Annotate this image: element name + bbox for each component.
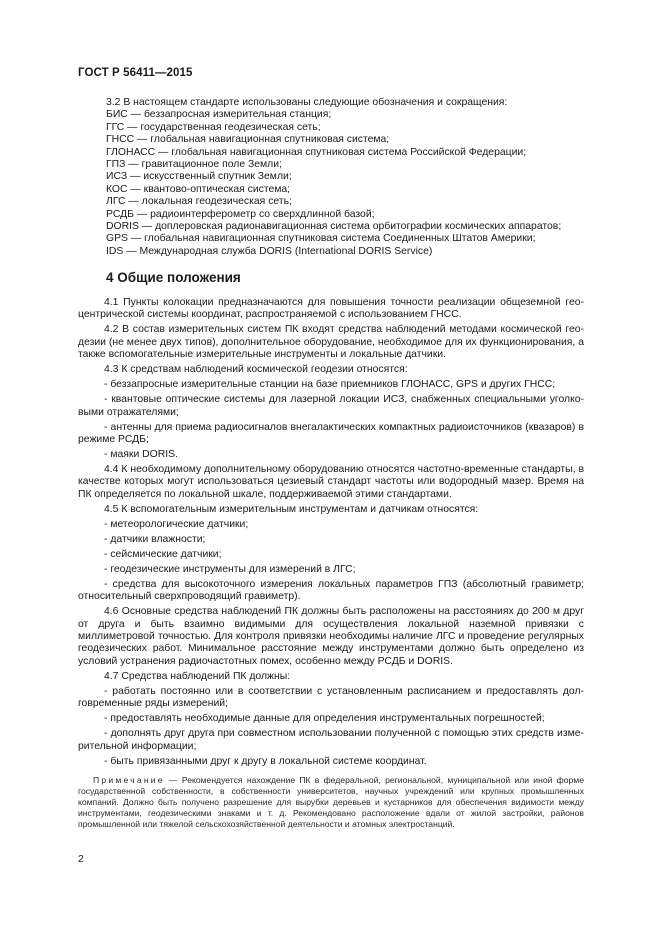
abbr-item: ЛГС — локальная геодезическая сеть; [106,196,292,208]
list-item: - антенны для приема радиосигналов внегалактических компактных радиоисточников (квазаров) в режиме РСДБ; [78,421,584,446]
list-item: - дополнять друг друга при совместном использовании полученной с помощью этих средств измерительной информации; [78,728,584,752]
abbr-item: IDS — Международная служба DORIS (International DORIS Service) [106,245,433,257]
paragraph-4-6: 4.6 Основные средства наблюдений ПК должны быть расположены на расстояниях до 200 м друг от друга и быть взаимно видимыми для осуществления локальной наземной привязки с миллиметровой точностью. Для контроля привязки необходимы наличие ЛГС и проведение регулярных геодезических работ. Минимальное расстояние между инструментами должно быть определено из условий устранения радиочастотных помех, особенно между РСДБ и DORIS. [78,606,584,667]
list-item: - квантовые оптические системы для лазерной локации ИСЗ, снабженных специальными уголковыми отражателями; [78,394,584,418]
list-item: - метеорологические датчики; [104,518,249,530]
section-body [78,297,584,830]
running-header: ГОСТ Р 56411—2015 [78,67,193,79]
abbr-item: GPS — глобальная навигационная спутниковая система Соединенных Штатов Америки; [106,233,536,245]
list-item: - сейсмические датчики; [104,548,222,560]
list-item: - быть привязанными друг к другу в локальной системе координат. [104,755,427,767]
list-item: - геодезические инструменты для измерений в ЛГС; [104,563,356,575]
abbr-item: ГЛОНАСС — глобальная навигационная спутниковая система Российской Федерации; [106,146,527,158]
paragraph-4-3: 4.3 К средствам наблюдений космической геодезии относятся: [104,364,408,376]
list-item: - датчики влажности; [104,533,206,545]
paragraph-4-4: 4.4 К необходимому дополнительному оборудованию относятся частотно-временные стандарты, в качестве которых могут использоваться цезиевый стандарт частоты или водородный мазер. Время на ПК определяется по локальной шкале, поддерживаемой этими стандартами. [78,464,584,500]
paragraph-4-1: 4.1 Пункты колокации предназначаются для повышения точности реализации общеземной геоцентрической системы координат, распространяемой с использованием ГНСС. [78,297,584,321]
paragraph-4-7: 4.7 Средства наблюдений ПК должны: [104,670,291,682]
abbr-item: РСДБ — радиоинтерферометр со сверхдлинной базой; [106,208,375,220]
list-item: - работать постоянно или в соответствии с установленным расписанием и предоставлять долговременные ряды измерений; [78,685,584,710]
abbr-item: ГПЗ — гравитационное поле Земли; [106,159,282,171]
section-title: 4 Общие положения [106,270,241,285]
list-item: - маяки DORIS. [104,449,178,461]
abbr-item: ИСЗ — искусственный спутник Земли; [106,171,292,183]
paragraph-4-2: 4.2 В состав измерительных систем ПК входят средства наблюдений методами космической геодезии (не менее двух типов), дополнительное оборудование, необходимое для их функционирования, а также вспомогательные измерительные инструменты и локальные датчики. [78,324,584,361]
abbr-intro: 3.2 В настоящем стандарте использованы следующие обозначения и сокращения: [106,97,508,108]
note-label: Примечание [93,775,165,786]
abbr-item: БИС — беззапросная измерительная станция; [106,109,332,121]
list-item: - средства для высокоточного измерения локальных параметров ГПЗ (абсолютный гравиметр; относительный сверхпроводящий гравиметр). [78,578,584,603]
paragraph-4-5: 4.5 К вспомогательным измерительным инструментам и датчикам относятся: [104,503,479,515]
note [78,775,584,830]
list-item: - беззапросные измерительные станции на базе приемников ГЛОНАСС, GPS и других ГНСС; [104,379,556,391]
list-item: - предоставлять необходимые данные для определения инструментальных погрешностей; [104,713,545,725]
abbr-item: DORIS — доплеровская радионавигационная система орбитографии космических аппаратов; [106,221,562,233]
note-text: — Рекомендуется нахождение ПК в федеральной, региональной, муниципальной или иной форме государственной собственности, в собственности университетов, научных учреждений или крупных промышленных компаний. Должно быть получено разрешение для вырубки деревьев и кустарников для обеспечения видимости между инструментами, геодезическими знаками и т. д. Рекомендовано расположение вдали от жилой застройки, районов промышленной или тяжелой сельскохозяйственной деятельности и атомных электростанций. [78,775,584,830]
page-number: 2 [78,854,84,865]
abbr-item: КОС — квантово-оптическая система; [106,183,291,195]
abbr-item: ГГС — государственная геодезическая сеть; [106,121,321,133]
abbreviation-list [106,97,596,258]
abbr-item: ГНСС — глобальная навигационная спутниковая система; [106,134,390,146]
